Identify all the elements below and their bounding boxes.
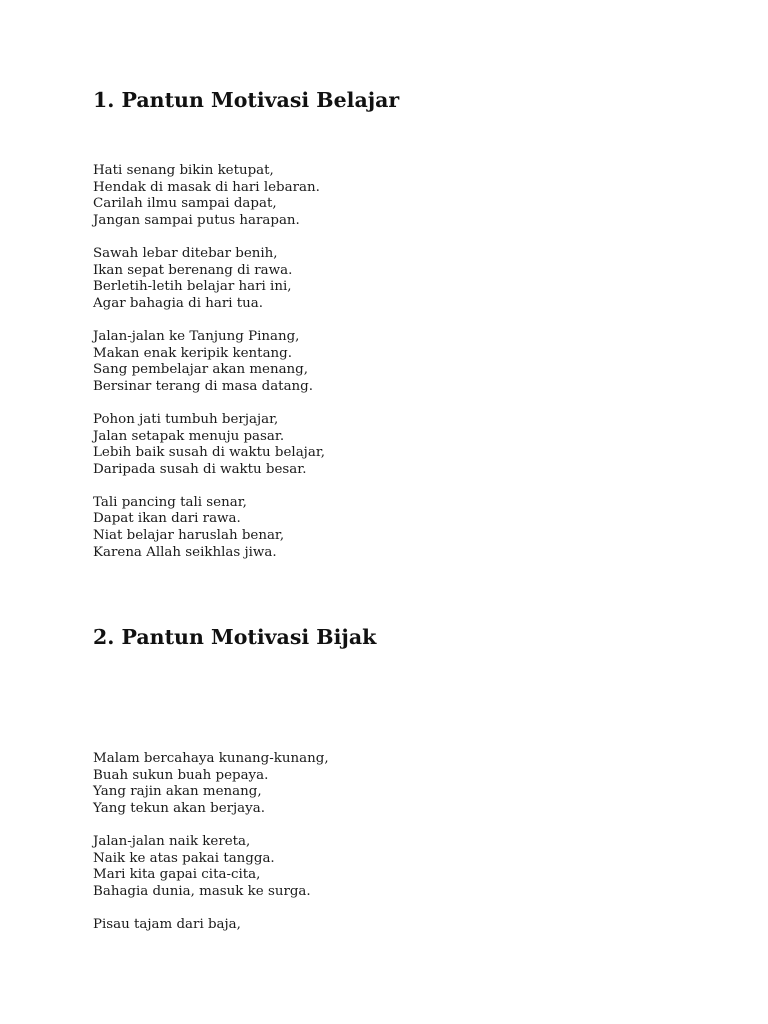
pantun-line: Daripada susah di waktu besar. [93,461,307,477]
pantun-line: Yang rajin akan menang, [93,784,262,800]
pantun-stanza [93,412,325,478]
pantun-line: Yang tekun akan berjaya. [93,800,265,816]
pantun-line: Tali pancing tali senar, [93,494,247,510]
pantun-line: Sawah lebar ditebar benih, [93,245,278,261]
pantun-stanza [93,329,325,395]
pantun-line: Sang pembelajar akan menang, [93,362,309,378]
pantun-line: Mari kita gapai cita-cita, [93,867,261,883]
pantun-line: Agar bahagia di hari tua. [93,295,264,311]
pantun-line: Jalan-jalan naik kereta, [93,833,251,849]
pantun-line: Bahagia dunia, masuk ke surga. [93,883,311,899]
pantun-list-belajar [93,163,325,578]
pantun-line: Pisau tajam dari baja, [93,916,241,932]
pantun-line: Carilah ilmu sampai dapat, [93,196,277,212]
pantun-line: Karena Allah seikhlas jiwa. [93,544,277,560]
pantun-stanza [93,163,325,229]
pantun-line: Malam bercahaya kunang-kunang, [93,751,329,766]
pantun-stanza [93,246,325,312]
pantun-list-bijak [93,751,329,950]
pantun-line: Naik ke atas pakai tangga. [93,850,275,866]
pantun-stanza [93,917,329,934]
pantun-line: Jalan setapak menuju pasar. [93,428,285,444]
pantun-line: Lebih baik susah di waktu belajar, [93,445,326,461]
pantun-line: Bersinar terang di masa datang. [93,378,314,394]
pantun-stanza [93,751,329,817]
section-heading-motivasi-bijak: 2. Pantun Motivasi Bijak [93,625,377,649]
section-heading-motivasi-belajar: 1. Pantun Motivasi Belajar [93,88,400,112]
pantun-line: Buah sukun buah pepaya. [93,767,269,783]
pantun-line: Berletih-letih belajar hari ini, [93,279,292,295]
pantun-line: Pohon jati tumbuh berjajar, [93,411,279,427]
pantun-stanza [93,495,325,561]
pantun-line: Niat belajar haruslah benar, [93,528,285,544]
pantun-line: Hendak di masak di hari lebaran. [93,179,320,195]
pantun-line: Dapat ikan dari rawa. [93,511,241,527]
pantun-line: Jalan-jalan ke Tanjung Pinang, [93,328,300,344]
pantun-line: Makan enak keripik kentang. [93,345,293,361]
pantun-line: Hati senang bikin ketupat, [93,163,274,178]
pantun-stanza [93,834,329,900]
pantun-line: Ikan sepat berenang di rawa. [93,262,293,278]
pantun-line: Jangan sampai putus harapan. [93,212,300,228]
